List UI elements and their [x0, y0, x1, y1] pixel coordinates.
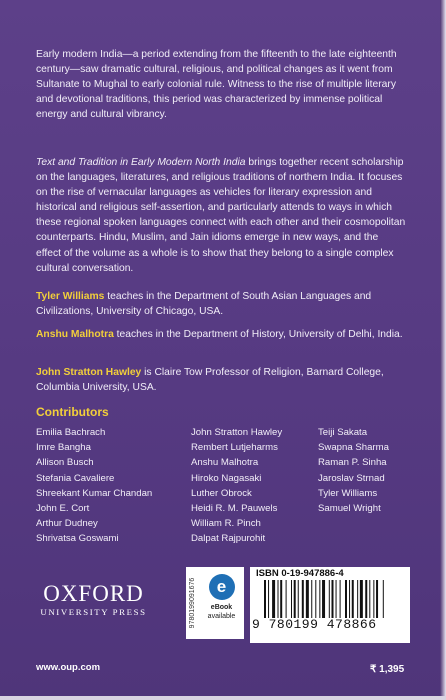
barcode-bar: [340, 580, 341, 618]
contributors-column-2: [191, 425, 282, 547]
barcode-bar: [315, 580, 316, 618]
barcode-bar: [306, 580, 309, 618]
contributor-name: Imre Bangha: [36, 442, 91, 454]
contributor-name: John E. Cort: [36, 503, 90, 515]
barcode-bar: [311, 580, 312, 618]
barcode-bar: [302, 580, 304, 618]
isbn-label: ISBN 0-19-947886-4: [256, 568, 344, 579]
barcode-bar: [360, 580, 363, 618]
barcode-bar: [278, 580, 279, 618]
blurb-paragraph-2-body: brings together recent scholarship on the languages, literatures, and religious traditions of northern India. It focuses on the rise of vernacular languages as vehicles for literary expression and historical and religious self-assertion, and particularly attends to ways in which these regional spoken languages connect with each other and their cosmopolitan counterparts. Hindu, Muslim, and Jain idioms emerge in new ways, and the effect of the volume as a whole is to show that they belong to a single complex cultural conversation.: [36, 157, 406, 274]
e-icon: e: [209, 574, 235, 600]
editor-bio-2: [36, 327, 406, 342]
price-label: ₹ 1,395: [370, 664, 405, 675]
barcode-bar: [268, 580, 269, 618]
barcode-bar: [322, 580, 325, 618]
contributor-name: Raman P. Sinha: [318, 457, 387, 469]
book-title: Text and Tradition in Early Modern North India: [36, 157, 246, 168]
barcode-bar: [286, 580, 287, 618]
barcode-bar: [365, 580, 367, 618]
editor-name: Anshu Malhotra: [36, 329, 114, 340]
barcode-bar: [272, 580, 275, 618]
blurb-paragraph-1: Early modern India—a period extending from the fifteenth to the late eighteenth century—saw dramatic cultural, religious, and political changes as it went from Sultanate to Mughal to early colonial rule. Witness to the rise of multiple literary and devotional traditions, this period was characterized by immense political energy and cultural vibrancy.: [36, 49, 397, 121]
barcode-bar: [352, 580, 354, 618]
contributor-name: Luther Obrock: [191, 487, 252, 499]
blurb-paragraph-2: [36, 155, 406, 276]
contributor-name: Rembert Lutjeharms: [191, 442, 278, 454]
barcode-panel: [250, 567, 410, 643]
editor-bio-3: [36, 365, 406, 395]
contributor-name: William R. Pinch: [191, 518, 261, 530]
publisher-subtitle: UNIVERSITY PRESS: [40, 607, 147, 617]
barcode-bar: [357, 580, 358, 618]
ebook-available-label: available: [207, 613, 236, 620]
barcode-bar: [349, 580, 350, 618]
ebook-badge: [199, 567, 244, 639]
contributors-column-1: [36, 425, 152, 547]
barcode-bar: [319, 580, 320, 618]
editor-name: Tyler Williams: [36, 291, 105, 302]
barcode-bar: [369, 580, 370, 618]
contributor-name: Shreekant Kumar Chandan: [36, 487, 153, 499]
barcode-bar: [329, 580, 330, 618]
contributor-name: Samuel Wright: [318, 503, 381, 515]
contributor-name: John Stratton Hawley: [191, 427, 283, 438]
contributor-name: Stefania Cavaliere: [36, 472, 115, 484]
barcode-bar: [298, 580, 299, 618]
contributor-name: Shrivatsa Goswami: [36, 533, 119, 545]
contributor-name: Swapna Sharma: [318, 442, 389, 454]
barcode-bar: [336, 580, 337, 618]
barcode-icon: [264, 580, 396, 618]
contributor-name: Teiji Sakata: [318, 427, 368, 438]
contributor-name: Arthur Dudney: [36, 518, 98, 530]
contributor-name: Anshu Malhotra: [191, 457, 259, 469]
contributors-column-3: [318, 425, 389, 516]
editor-bio-text: teaches in the Department of History, University of Delhi, India.: [113, 329, 403, 340]
editor-name: John Stratton Hawley: [36, 367, 142, 378]
publisher-logo: [36, 583, 151, 617]
editor-bio-text: teaches in the Department of South Asian Languages and Civilizations, University of Chicago, USA.: [36, 291, 372, 318]
barcode-bar: [291, 580, 292, 618]
publisher-url[interactable]: www.oup.com: [36, 662, 101, 673]
publisher-name: OXFORD: [43, 581, 144, 606]
ebook-label: eBook: [210, 604, 233, 611]
barcode-bar: [376, 580, 378, 618]
page-edge: [440, 0, 446, 700]
barcode-bar: [383, 580, 384, 618]
contributor-name: Tyler Williams: [318, 487, 378, 499]
barcode-number: 9 780199 478866: [252, 617, 377, 632]
barcode-bar: [280, 580, 282, 618]
contributors-heading: Contributors: [36, 405, 109, 419]
page-edge-bottom: [0, 696, 446, 700]
contributor-name: Hiroko Nagasaki: [191, 472, 262, 484]
contributor-name: Jaroslav Strnad: [318, 472, 385, 484]
contributor-name: Allison Busch: [36, 457, 94, 469]
barcode-bar: [332, 580, 334, 618]
barcode-bar: [373, 580, 374, 618]
contributor-name: Heidi R. M. Pauwels: [191, 503, 278, 515]
editor-bio-1: [36, 289, 406, 319]
editor-bio-text: is Claire Tow Professor of Religion, Barnard College, Columbia University, USA.: [36, 367, 384, 394]
side-code-strip: [186, 567, 199, 639]
contributor-name: Emilia Bachrach: [36, 427, 106, 438]
contributor-name: Dalpat Rajpurohit: [191, 533, 266, 545]
barcode-bar: [294, 580, 296, 618]
barcode-bar: [264, 580, 266, 618]
barcode-bar: [345, 580, 347, 618]
side-code: 9780199091676: [189, 577, 196, 629]
